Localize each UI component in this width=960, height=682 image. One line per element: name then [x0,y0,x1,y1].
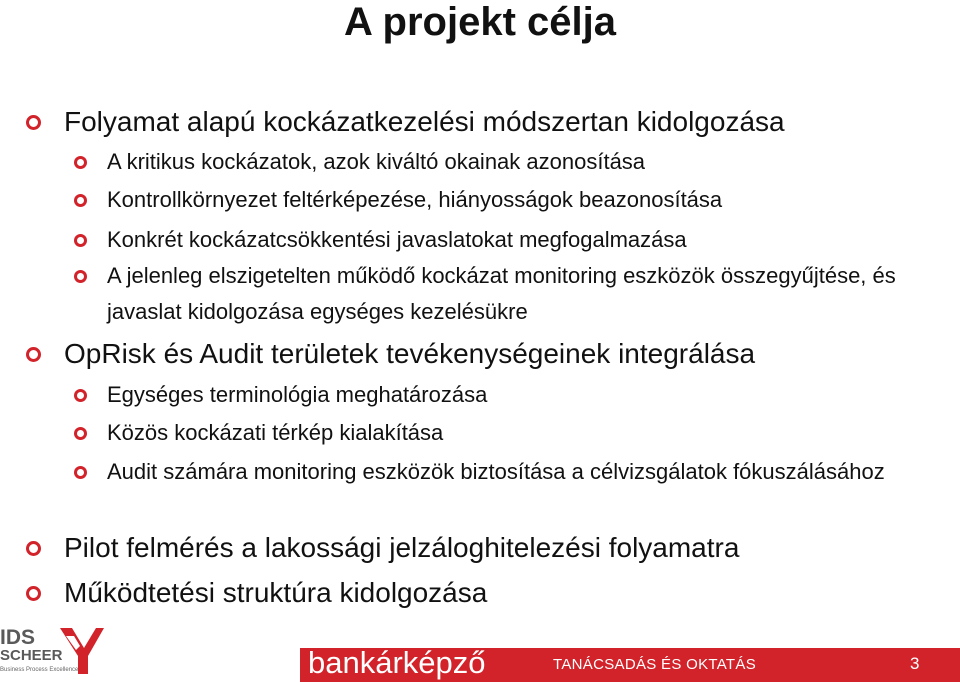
logo-line1: IDS [0,626,36,649]
bullet-text: Pilot felmérés a lakossági jelzáloghitelezési folyamatra [64,532,740,563]
bullet-text: OpRisk és Audit területek tevékenységeinek integrálása [64,338,756,369]
bullet-text: Konkrét kockázatcsökkentési javaslatokat megfogalmazása [107,227,687,252]
bullet-text: Egységes terminológia meghatározása [107,382,488,407]
circle-bullet-icon [26,115,41,130]
ids-scheer-logo [0,628,105,682]
circle-bullet-icon [74,234,87,247]
circle-bullet-icon [74,156,87,169]
footer [0,618,960,682]
brand-name: bankárképző [308,645,486,680]
page-title: A projekt célja [344,0,616,44]
logo-subtitle: Business Process Excellence [0,667,79,673]
tagline: TANÁCSADÁS ÉS OKTATÁS [553,656,757,673]
bullet-text: Működtetési struktúra kidolgozása [64,577,488,608]
bullet-text: A kritikus kockázatok, azok kiváltó okainak azonosítása [107,149,646,174]
bullet-text: A jelenleg elszigetelten működő kockázat monitoring eszközök összegyűjtése, és javaslat kidolgozása egységes kezelésükre [107,263,896,324]
circle-bullet-icon [74,427,87,440]
circle-bullet-icon [26,586,41,601]
circle-bullet-icon [74,194,87,207]
logo-mark-icon [58,628,104,674]
bullet-text: Audit számára monitoring eszközök biztosítása a célvizsgálatok fókuszálásához [107,459,885,484]
bullet-text: Kontrollkörnyezet feltérképezése, hiányosságok beazonosítása [107,187,723,212]
bullet-text: Folyamat alapú kockázatkezelési módszertan kidolgozása [64,106,785,137]
circle-bullet-icon [74,270,87,283]
logo-line2: SCHEER [0,647,63,664]
circle-bullet-icon [74,389,87,402]
page-number: 3 [910,654,920,673]
circle-bullet-icon [26,347,41,362]
circle-bullet-icon [26,541,41,556]
circle-bullet-icon [74,466,87,479]
bullet-text: Közös kockázati térkép kialakítása [107,420,444,445]
